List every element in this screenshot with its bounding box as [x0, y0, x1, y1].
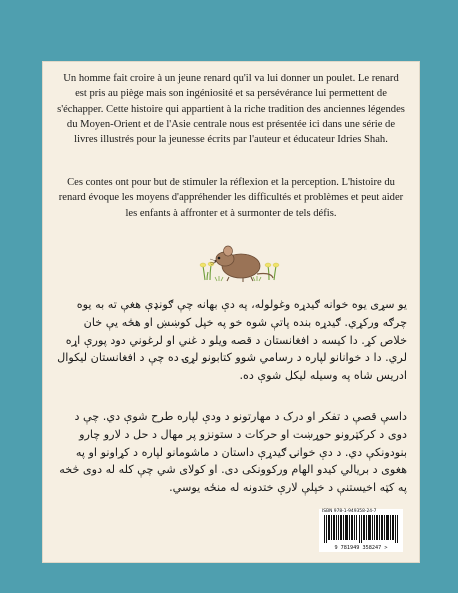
pashto-description: یو سړی یوه خوانه ګیدړه وغولوله، په دې بهانه چې ګونډې هغې ته به یوه چرګه ورکړي. ګیدړه بنده پاتې شوه خو په خپل کوښښ او هڅه یې خان خلاص کړ. دا کیسه د افغانستان د قصه ویلو د غني او لرغوني دود پورې اړه لري. دا د خوانانو لپاره د رسامي شوو کتابونو لړۍ ده چې د افغانستان لیکوال ادریس شاه په وسیله لیکل شوې ده.: [57, 298, 407, 383]
isbn-barcode: [319, 509, 403, 552]
isbn-label: ISBN 978-1-949358-24-7: [322, 509, 377, 514]
french-description: Un homme fait croire à un jeune renard qu'il va lui donner un poulet. Le renard est pris au piège mais son ingéniosité et sa persévérance lui permettent de s'échapper. Cette histoire qui appartient à la riche tradition des anciennes légendes du Moyen-Orient et de l'Asie centrale nous est présentée ici dans une série de livres illustrés pour la jeunesse écrits par l'auteur et éducateur Idries Shah.: [57, 73, 405, 146]
back-cover-panel: [42, 61, 420, 563]
mouse-illustration-icon: [197, 234, 281, 286]
barcode-bars-icon: [322, 515, 400, 543]
barcode-number: 9 781949 358247 >: [334, 545, 388, 551]
french-purpose: Ces contes ont pour but de stimuler la réflexion et la perception. L'histoire du renard évoque les moyens d'appréhender les difficultés et problèmes et peut aider les enfants à affronter et à surmonter de tels défis.: [58, 177, 404, 219]
pashto-purpose: داسې قصې د تفکر او درک د مهارتونو د ودې لپاره طرح شوې دي. چې د دوی د کرکټرونو حوړښت او حرکات د ستونزو پر مهال د حل د لارو چارو بنودونکې دي. د دې خوانۍ ګیدړې داستان د ماشومانو لپاره د کړاونو او په هغوی د بریالي کیدو الهام ورکوونکی دی. او کولای شي چې کله له دوی څخه په کټه اخیستنې د خپلې لارې ختدونه له منځه یوسي.: [59, 410, 407, 495]
